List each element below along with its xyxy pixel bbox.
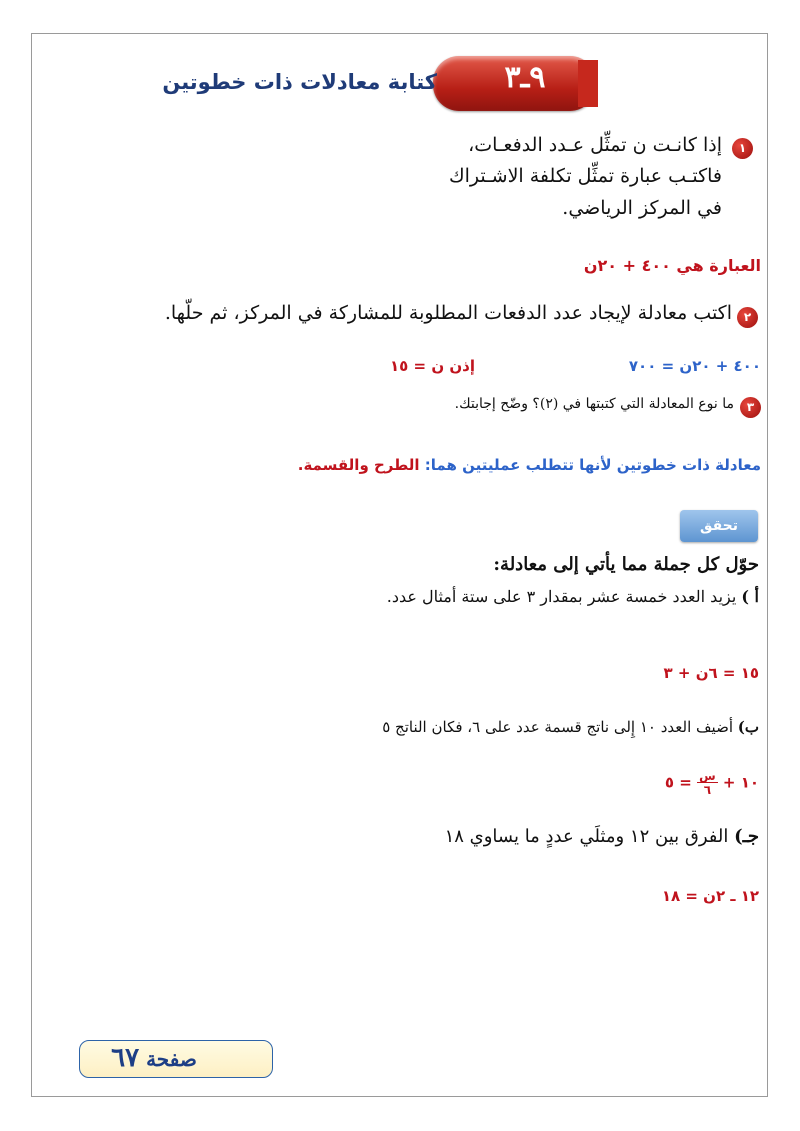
check-item-b-label: ب) [737,718,759,736]
fraction-numerator: س [699,769,716,783]
question-1-line-1: إذا كانـت ن تمثِّل عـدد الدفعـات، [468,134,722,156]
lesson-badge-tab [578,60,598,107]
page-number-label [79,1043,229,1073]
question-3-answer [298,456,761,474]
check-item-a-label: أ ) [741,587,759,606]
check-item-b-fraction [697,770,718,796]
check-item-b-answer [665,770,759,796]
check-item-a-answer: ١٥ = ٦ن + ٣ [663,664,759,682]
fraction-denominator: ٦ [703,783,712,797]
question-1-line-3: في المركز الرياضي. [562,197,722,219]
check-item-a-text: يزيد العدد خمسة عشر بمقدار ٣ على ستة أمثال عدد. [386,587,737,606]
check-item-a [387,587,759,606]
check-item-b-text: أضيف العدد ١٠ إِلى ناتج قسمة عدد على ٦، فكان الناتج ٥ [382,718,733,736]
check-item-c-text: الفرق بين ١٢ ومثلَي عددٍ ما يساوي ١٨ [444,826,729,847]
check-item-c-label: جـ) [734,826,759,847]
question-3-answer-operations: الطرح والقسمة. [297,456,420,474]
question-2-number: ٢ [737,307,758,328]
check-item-c [445,826,759,847]
question-2-text: اكتب معادلة لإيجاد عدد الدفعات المطلوبة للمشاركة في المركز، ثم حلّها. [164,302,732,324]
question-1-number: ١ [732,138,753,159]
check-item-b-answer-right: = ٥ [664,773,692,792]
check-item-b [382,718,759,736]
lesson-title: كتابة معادلات ذات خطوتين [162,70,437,94]
question-1-answer: العبارة هي ٤٠٠ + ٢٠ن [583,256,761,275]
question-3-answer-reason: معادلة ذات خطوتين لأنها تتطلب عمليتين هما: [424,456,761,474]
check-button[interactable]: تحقق [680,510,758,542]
page-number: ٦٧ [111,1043,140,1073]
question-1-line-2: فاكتـب عبارة تمثِّل تكلفة الاشـتراك [448,165,722,187]
page-word: صفحة [146,1047,197,1071]
question-2-solution: إذن ن = ١٥ [390,357,475,375]
lesson-number: ٩ـ٣ [504,60,546,95]
question-3-text: ما نوع المعادلة التي كتبتها في (٢)؟ وضّح إجابتك. [454,396,734,412]
check-item-b-answer-left: ١٠ + [722,773,759,792]
check-heading: حوّل كل جملة مما يأتي إلى معادلة: [493,554,759,575]
question-2-equation: ٤٠٠ + ٢٠ن = ٧٠٠ [628,357,761,375]
check-item-c-answer: ١٢ ـ ٢ن = ١٨ [661,887,759,905]
question-3-number: ٣ [740,397,761,418]
